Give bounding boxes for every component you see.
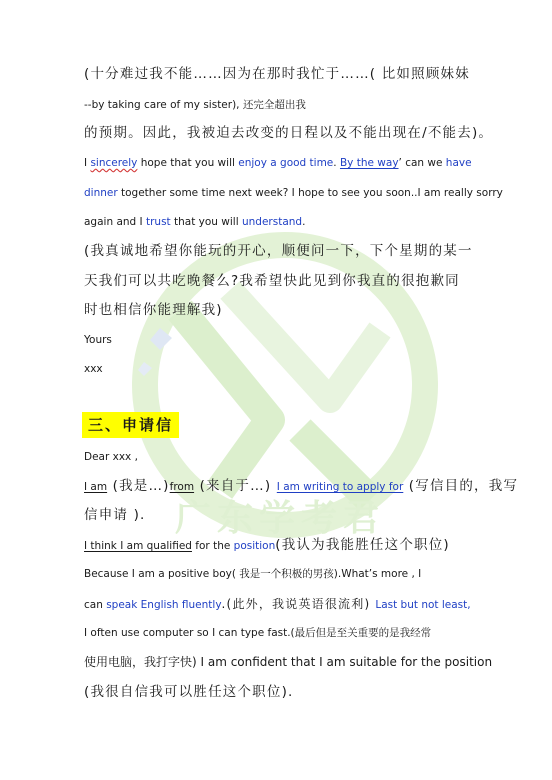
- text-seg: I: [84, 157, 91, 169]
- text-seg-by-the-way: By the way: [339, 157, 399, 169]
- section-heading: 三、申请信: [82, 412, 179, 438]
- text-line-17: [84, 596, 471, 613]
- text-seg-dinner: dinner: [84, 187, 118, 199]
- text-seg: (我是…): [107, 478, 170, 494]
- text-line-18: I often use computer so I can type fast.(最后但是至关重要的是我经常: [84, 627, 432, 639]
- text-line-15: [84, 537, 450, 554]
- text-seg-fluently: speak English fluently: [106, 599, 222, 611]
- text-line-19: 使用电脑，我打字快) I am confident that I am suitable for the position: [84, 655, 493, 669]
- text-line-13: [84, 478, 518, 495]
- text-seg-last: Last but not least,: [375, 599, 471, 611]
- text-line-16: Because I am a positive boy( 我是一个积极的男孩).What’s more , I: [84, 568, 422, 580]
- text-seg-qualified: I think I am qualified: [84, 540, 192, 552]
- text-line-10: Yours: [84, 334, 112, 346]
- text-line-12: Dear xxx ,: [84, 451, 138, 463]
- text-seg-have: have: [445, 157, 472, 169]
- text-line-3: 的预期。因此，我被迫去改变的日程以及不能出现在/不能去)。: [84, 125, 494, 141]
- text-seg: .: [302, 216, 306, 228]
- text-seg-i-am: I am: [84, 481, 108, 493]
- text-seg: can: [84, 599, 107, 611]
- text-line-9: 时也相信你能理解我): [84, 302, 223, 318]
- text-seg: (我认为我能胜任这个职位): [275, 537, 450, 553]
- text-seg: .(此外，我说英语很流利): [221, 597, 376, 611]
- text-seg: (来自于…): [194, 478, 277, 494]
- text-line-1: (十分难过我不能……因为在那时我忙于……( 比如照顾妹妹: [84, 66, 470, 82]
- text-line-7: (我真诚地希望你能玩的开心，顺便问一下，下个星期的某一: [84, 243, 473, 259]
- text-line-4: [84, 155, 472, 171]
- text-seg: ’ can we: [398, 157, 446, 169]
- text-seg-position: position: [233, 540, 276, 552]
- text-line-8: 天我们可以共吃晚餐么?我希望快此见到你我直的很抱歉同: [84, 273, 460, 289]
- text-seg: again and I: [84, 216, 146, 228]
- text-line-14: 信申请 ).: [84, 507, 146, 523]
- text-line-20: (我很自信我可以胜任这个职位).: [84, 684, 294, 700]
- text-seg: that you will: [170, 216, 242, 228]
- text-seg: for the: [191, 540, 234, 552]
- text-seg-trust: trust: [145, 216, 171, 228]
- watermark-text: 广东学考君: [175, 498, 386, 539]
- text-seg-understand: understand: [241, 216, 303, 228]
- text-seg: hope that you will: [137, 157, 239, 169]
- text-seg: together some time next week? I hope to see you soon..I am really sorry: [117, 187, 503, 199]
- text-line-5: [84, 185, 503, 201]
- text-line-2: [84, 96, 306, 113]
- text-line-2-content: --by taking care of my sister), 还完全超出我: [84, 99, 306, 111]
- text-seg: (写信目的，我写: [403, 478, 519, 494]
- text-seg: .: [333, 157, 340, 169]
- text-seg-apply: I am writing to apply for: [276, 481, 404, 493]
- text-line-11: xxx: [84, 363, 103, 375]
- text-line-6: [84, 214, 305, 230]
- text-seg-from: from: [169, 481, 195, 493]
- text-seg-enjoy: enjoy a good time: [238, 157, 334, 169]
- text-seg-sincerely: sincerely: [90, 157, 138, 169]
